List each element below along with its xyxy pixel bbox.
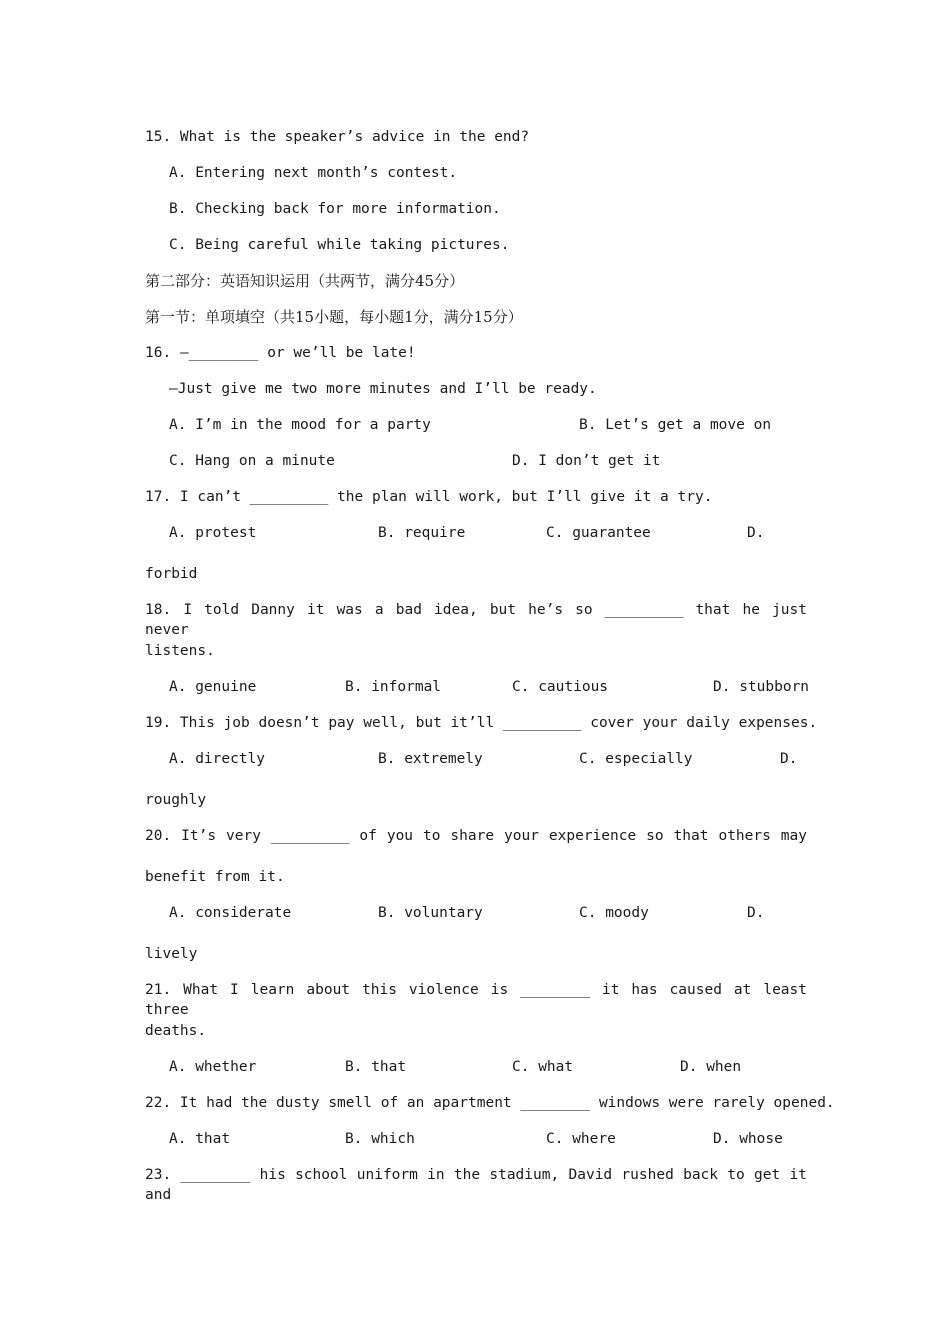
q19-option-b: B. extremely: [378, 751, 483, 767]
q15-option-b: B. Checking back for more information.: [169, 201, 501, 217]
q18-option-c: C. cautious: [512, 679, 609, 695]
q22-stem: 22. It had the dusty smell of an apartment ________ windows were rarely opened.: [145, 1095, 835, 1111]
q16-stem: 16. —________ or we’ll be late!: [145, 345, 416, 361]
q16-option-a: A. I’m in the mood for a party: [169, 417, 431, 433]
q20-option-a: A. considerate: [169, 905, 292, 921]
q17-option-d-text: forbid: [145, 566, 198, 582]
q18-option-b: B. informal: [345, 679, 442, 695]
q18-stem: 18. I told Danny it was a bad idea, but he’s so _________ that he just never: [145, 602, 807, 638]
q22-option-d: D. whose: [713, 1131, 783, 1147]
q19-option-a: A. directly: [169, 751, 266, 767]
q19-option-d-label: D.: [780, 751, 798, 767]
q15-option-a: A. Entering next month’s contest.: [169, 165, 458, 181]
q16-option-b: B. Let’s get a move on: [579, 417, 772, 433]
q15-stem: 15. What is the speaker’s advice in the end?: [145, 129, 530, 145]
q17-option-a: A. protest: [169, 525, 257, 541]
q21-option-a: A. whether: [169, 1059, 257, 1075]
q21-stem: 21. What I learn about this violence is ________ it has caused at least three: [145, 982, 807, 1018]
q22-option-c: C. where: [546, 1131, 616, 1147]
q17-option-d-label: D.: [747, 525, 765, 541]
q16-option-c: C. Hang on a minute: [169, 453, 335, 469]
q21-option-c: C. what: [512, 1059, 574, 1075]
q22-option-b: B. which: [345, 1131, 415, 1147]
q22-option-a: A. that: [169, 1131, 231, 1147]
q20-stem: 20. It’s very _________ of you to share your experience so that others may: [145, 828, 807, 844]
q21-option-b: B. that: [345, 1059, 407, 1075]
q19-option-d-text: roughly: [145, 792, 207, 808]
q20-option-d-text: lively: [145, 946, 198, 962]
q21-option-d: D. when: [680, 1059, 742, 1075]
q19-stem: 19. This job doesn’t pay well, but it’ll _________ cover your daily expenses.: [145, 715, 818, 731]
q20-option-c: C. moody: [579, 905, 649, 921]
q18-stem-wrap: listens.: [145, 643, 215, 659]
q17-option-b: B. require: [378, 525, 466, 541]
q19-option-c: C. especially: [579, 751, 693, 767]
q20-option-d-label: D.: [747, 905, 765, 921]
section1-heading: 第一节：单项填空（共15小题，每小题1分，满分15分）: [145, 308, 523, 326]
q17-stem: 17. I can’t _________ the plan will work, but I’ll give it a try.: [145, 489, 713, 505]
part2-heading: 第二部分：英语知识运用（共两节，满分45分）: [145, 272, 465, 290]
q16-reply: —Just give me two more minutes and I’ll be ready.: [169, 381, 597, 397]
q20-option-b: B. voluntary: [378, 905, 483, 921]
q17-option-c: C. guarantee: [546, 525, 651, 541]
q21-stem-wrap: deaths.: [145, 1023, 207, 1039]
q18-option-d: D. stubborn: [713, 679, 810, 695]
q18-option-a: A. genuine: [169, 679, 257, 695]
q20-stem-wrap: benefit from it.: [145, 869, 285, 885]
q23-stem: 23. ________ his school uniform in the stadium, David rushed back to get it and: [145, 1167, 807, 1203]
q15-option-c: C. Being careful while taking pictures.: [169, 237, 510, 253]
q16-option-d: D. I don’t get it: [512, 453, 661, 469]
